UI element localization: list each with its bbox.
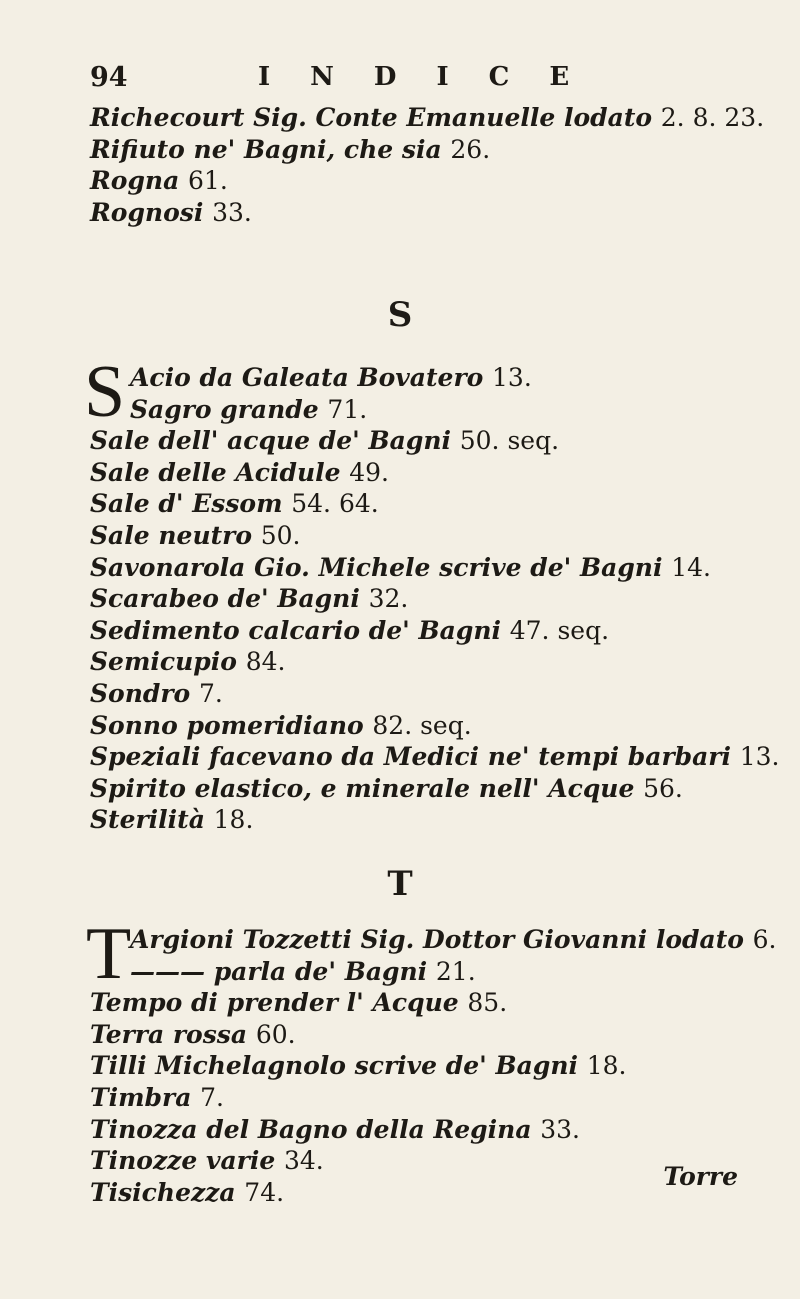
section-r-entries xyxy=(90,102,780,228)
index-entry: Sale d' Essom 54. 64. xyxy=(90,489,379,519)
index-entry: Tinozza del Bagno della Regina 33. xyxy=(90,1114,581,1144)
index-entry: Speziali facevano da Medici ne' tempi barbari 13. xyxy=(90,742,780,772)
index-entry: Sonno pomeridiano 82. seq. xyxy=(90,710,472,740)
index-entry: Tilli Michelagnolo scrive de' Bagni 18. xyxy=(90,1051,627,1081)
index-entry: Savonarola Gio. Michele scrive de' Bagni 14. xyxy=(90,552,711,582)
index-entry: Timbra 7. xyxy=(90,1082,224,1112)
index-entry: Argioni Tozzetti Sig. Dottor Giovanni lodato 6. xyxy=(130,925,777,954)
index-entry: Sale delle Acidule 49. xyxy=(90,457,390,487)
index-entry: Tinozze varie 34. xyxy=(90,1146,324,1176)
index-entry: Sagro grande 71. xyxy=(130,394,368,424)
running-title: INDICE xyxy=(258,62,610,92)
catchword: Torre xyxy=(663,1162,738,1191)
index-entry: Sondro 7. xyxy=(90,678,223,708)
index-entry: Scarabeo de' Bagni 32. xyxy=(90,584,409,614)
index-entry: Sedimento calcario de' Bagni 47. seq. xyxy=(90,615,610,645)
index-entry: Tisichezza 74. xyxy=(90,1177,285,1207)
index-entry: Richecourt Sig. Conte Emanuelle lodato 2. 8. 23. xyxy=(90,103,765,132)
page-header xyxy=(90,62,730,98)
index-entry: Rognosi 33. xyxy=(90,197,252,227)
section-s-entries xyxy=(90,362,780,836)
index-entry: Sale dell' acque de' Bagni 50. seq. xyxy=(90,426,560,456)
index-entry: Semicupio 84. xyxy=(90,647,286,677)
index-entry: Spirito elastico, e minerale nell' Acque 56. xyxy=(90,773,683,803)
index-entry: Sterilità 18. xyxy=(90,805,254,835)
index-entry: ——— parla de' Bagni 21. xyxy=(130,956,476,986)
page-number: 94 xyxy=(90,62,128,93)
section-letter-s: S xyxy=(387,295,413,335)
index-entry: Terra rossa 60. xyxy=(90,1019,296,1049)
dropcap-t: T xyxy=(86,913,132,995)
dropcap-s: S xyxy=(84,351,126,433)
index-entry: Rifiuto ne' Bagni, che sia 26. xyxy=(90,134,491,164)
section-letter-t: T xyxy=(387,864,413,904)
index-entry: Sale neutro 50. xyxy=(90,520,301,550)
index-entry: Acio da Galeata Bovatero 13. xyxy=(130,363,532,392)
index-entry: Tempo di prender l' Acque 85. xyxy=(90,988,508,1018)
index-entry: Rogna 61. xyxy=(90,166,228,196)
